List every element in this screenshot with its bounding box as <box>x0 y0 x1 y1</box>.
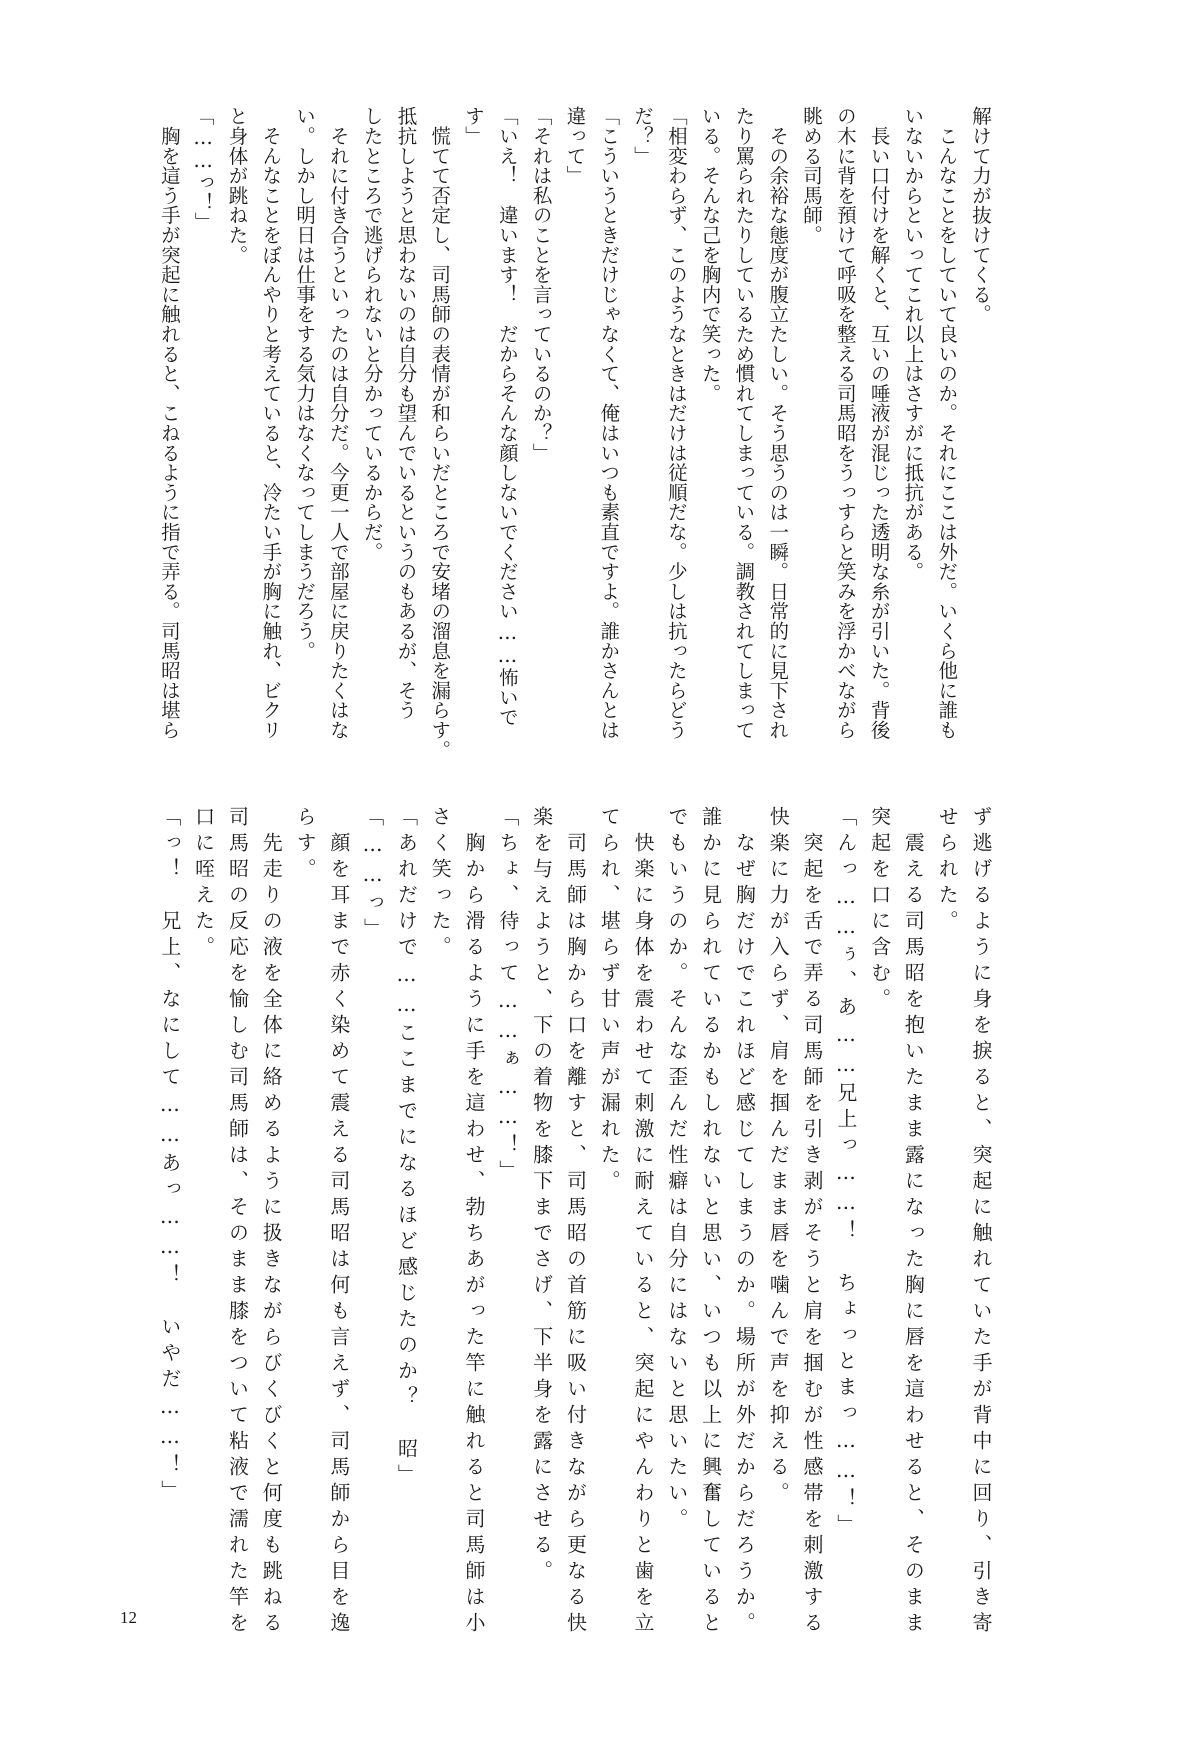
text-line: す」 <box>462 106 486 146</box>
text-line: せられた。 <box>935 806 960 936</box>
text-line: 胸から滑るように手を這わせ、勃ちあがった竿に触れると司馬師は小 <box>462 806 487 1638</box>
text-line: 「相変わらず、このようなときはだけは従順だな。少しは抗ったらどう <box>664 106 688 740</box>
text-line: 「んっ……ぅ、あ……兄上っ……！ ちょっとまっ……！」 <box>833 806 858 1540</box>
text-line: さく笑った。 <box>428 806 453 962</box>
text-line: いないからといってこれ以上はさすがに抵抗がある。 <box>901 106 925 582</box>
text-line: 誰かに見られているかもしれないと思い、いつも以上に興奮していると <box>698 806 723 1638</box>
text-line: 胸を這う手が突起に触れると、こねるように指で弄る。司馬昭は堪ら <box>157 106 181 740</box>
text-line: 突起を舌で弄る司馬師を引き剥がそうと肩を掴むが性感帯を刺激する <box>800 806 825 1638</box>
lower-text-block <box>152 806 997 1666</box>
text-line: 抵抗しようと思わないのは自分も望んでいるというのもあるが、そう <box>394 106 418 720</box>
text-line: たり罵られたりしているため慣れてしまっている。調教されてしまって <box>732 106 756 740</box>
text-line: なぜ胸だけでこれほど感じてしまうのか。場所が外だからだろうか。 <box>732 806 757 1638</box>
text-line: 「っ！ 兄上、なにして……あっ……！ いやだ……！」 <box>157 806 182 1506</box>
text-line: 司馬師は胸から口を離すと、司馬昭の首筋に吸い付きながら更なる快 <box>563 806 588 1638</box>
text-line: こんなことをしていて良いのか。それにここは外だ。いくら他に誰も <box>935 106 959 740</box>
text-line: らす。 <box>293 806 318 884</box>
text-line: 慌てて否定し、司馬師の表情が和らいだところで安堵の溜息を漏らす。 <box>428 106 452 760</box>
text-line: 「あれだけで……ここまでになるほど感じたのか？ 昭」 <box>394 806 419 1490</box>
text-line: 快楽に力が入らず、肩を掴んだまま唇を噛んで声を抑える。 <box>766 806 791 1508</box>
text-line: 「ちょ、待って……ぁ……！」 <box>495 806 520 1186</box>
text-line: 長い口付けを解くと、互いの唾液が混じった透明な糸が引いた。背後 <box>867 106 891 740</box>
text-line: 「……っ」 <box>360 806 385 944</box>
text-line: それに付き合うといったのは自分だ。今更一人で部屋に戻りたくはな <box>326 106 350 740</box>
text-line: 違って」 <box>563 106 587 186</box>
text-line: と身体が跳ねた。 <box>225 106 249 265</box>
text-line: 眺める司馬師。 <box>800 106 824 245</box>
text-line: の木に背を預けて呼吸を整える司馬昭をうっすらと笑みを浮かべながら <box>833 106 857 740</box>
text-line: そんなことをぼんやりと考えていると、冷たい手が胸に触れ、ビクリ <box>259 106 283 740</box>
text-line: てられ、堪らず甘い声が漏れた。 <box>597 806 622 1196</box>
text-line: でもいうのか。そんな歪んだ性癖は自分にはないと思いたい。 <box>664 806 689 1534</box>
text-line: 突起を口に含む。 <box>867 806 892 1014</box>
text-line: いる。そんな己を胸内で笑った。 <box>698 106 722 403</box>
text-line: だ？」 <box>631 106 655 166</box>
text-line: ず逃げるように身を捩ると、突起に触れていた手が背中に回り、引き寄 <box>969 806 993 1638</box>
page-number: 12 <box>120 1608 137 1627</box>
text-line: 先走りの液を全体に絡めるように扱きながらびくびくと何度も跳ねる <box>259 806 284 1638</box>
text-line: 「こういうときだけじゃなくて、俺はいつも素直ですよ。誰かさんとは <box>597 106 621 740</box>
text-line: 司馬昭の反応を愉しむ司馬師は、そのまま膝をついて粘液で濡れた竿を <box>225 806 250 1638</box>
text-line: 解けて力が抜けてくる。 <box>969 106 992 324</box>
text-line: 楽を与えようと、下の着物を膝下までさげ、下半身を露にさせる。 <box>529 806 554 1586</box>
text-line: したところで逃げられないと分かっているからだ。 <box>360 106 384 562</box>
text-line: い。しかし明日は仕事をする気力はなくなってしまうだろう。 <box>293 106 317 661</box>
text-line: 「それは私のことを言っているのか？」 <box>529 106 553 463</box>
text-line: 震える司馬昭を抱いたまま露になった胸に唇を這わせると、そのまま <box>901 806 926 1638</box>
text-line: その余裕な態度が腹立たしい。そう思うのは一瞬。日常的に見下され <box>766 106 790 740</box>
text-line: 顔を耳まで赤く染めて震える司馬昭は何も言えず、司馬師から目を逸 <box>326 806 351 1638</box>
text-line: 「……っ！」 <box>191 106 215 232</box>
upper-text-block <box>152 106 997 760</box>
text-line: 口に咥えた。 <box>191 806 216 962</box>
text-line: 快楽に身体を震わせて刺激に耐えていると、突起にやんわりと歯を立 <box>631 806 656 1638</box>
text-line: 「いえ！ 違います！ だからそんな顔しないでください……怖いで <box>495 106 519 727</box>
